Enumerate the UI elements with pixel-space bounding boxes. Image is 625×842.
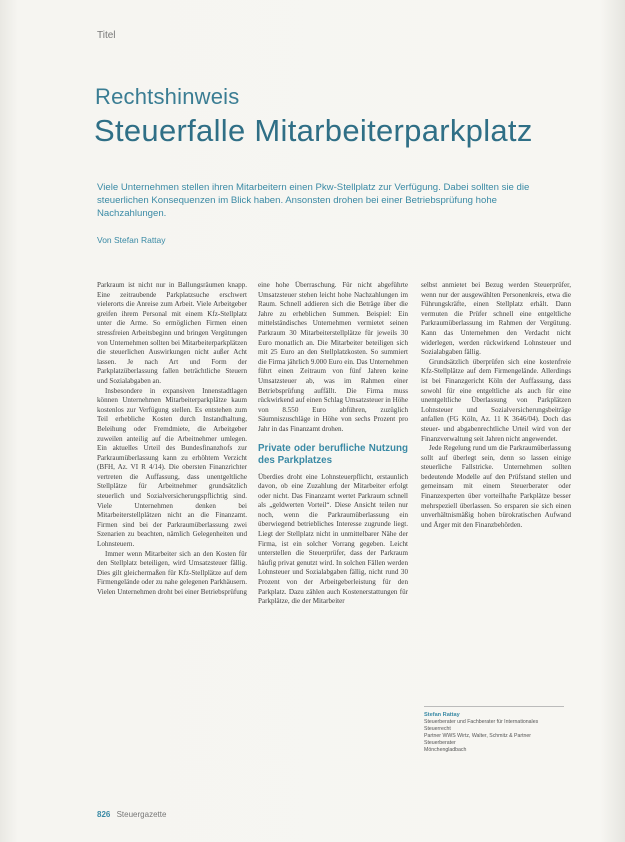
section-label: Titel — [97, 30, 116, 41]
paragraph: Insbesondere in expansiven Innenstadtlagen können Unternehmen Mitarbeiterparkplätze kaum kostenlos zur Verfügung stellen. Es entstehen zum Teil erhebliche Kosten durch Instandhaltung, Beleihung oder Fremdmiete, die Arbeitgeber zuweilen anteilig auf die Arbeitnehmer umlegen. Ein aktuelles Urteil des Bundesfinanzhofs zur Parkraumüberlassung kann zu erhöhtem Verzicht (BFH, Az. VI R 4/14). Die obersten Finanzrichter vertreten die Auffassung, dass unentgeltliche Stellplätze für Arbeitnehmer grundsätzlich steuerlich und Sozialversicherungspflichtig sind. Viele Unternehmen denken bei Mitarbeiterstellplätzen nicht an die Finanzamt. Firmen sind bei der Parkraumüberlassung zwei Szenarien zu beachten, nämlich Gelegenheiten und Lohnsteuern. — [97, 386, 247, 549]
paragraph: eine hohe Überraschung. Für nicht abgeführte Umsatzsteuer stehen leicht hohe Nachzahlungen im Raum. Schnell addieren sich die Beträge über die Jahre zu erheblichen Summen. Beispiel: Ein mittelständisches Unternehmen vermietet seinen Parkraum 30 Mitarbeiterstellplätze für jeweils 30 Euro monatlich an. Die Mitarbeiter beteiligen sich mit 25 Euro an den Stellplatzkosten. So summiert die Firma jährlich 9.000 Euro ein. Das Unternehmen führt einen Zeitraum von fünf Jahren keine Umsatzsteuer ab, was im Rahmen einer Betriebsprüfung auffällt. Die Firma muss rückwirkend auf einen Schlag Umsatzsteuer in Höhe von 8.550 Euro abführen, zuzüglich Säumniszuschläge in Höhe von sechs Prozent pro Jahr in das Finanzamt drohen. — [258, 281, 408, 433]
paragraph: Grundsätzlich überprüfen sich eine kostenfreie Kfz-Stellplätze auf dem Firmengelände. Allerdings ist bei Finanzgericht Köln der Auffassung, dass sowohl für eine entgeltliche als auch für eine unentgeltliche Überlassung von Parkplätzen Lohnsteuer und Sozialversicherungsbeiträge anfallen (FG Köln, Az. 11 K 3646/04). Doch das steuer- und abgabenrechtliche Urteil wird von der Finanzverwaltung seit Jahren nicht angewendet. — [421, 357, 571, 443]
article-headline: Steuerfalle Mitarbeiterparkplatz — [94, 113, 533, 148]
body-column-1 — [97, 281, 247, 598]
page-footer — [97, 810, 166, 819]
article-intro: Viele Unternehmen stellen ihren Mitarbeitern einen Pkw-Stellplatz zur Verfügung. Dabei sollten sie die steuerlichen Konsequenzen im Blick haben. Ansonsten drohen bei einer Betriebsprüfung hohe Nachzahlungen. — [97, 182, 530, 219]
bio-line: Steuerberater und Fachberater für Internationales Steuerrecht — [424, 719, 539, 732]
paragraph: selbst anmietet bei Bezug werden Steuerprüfer, wenn nur der ausgewählten Personenkreis, etwa die Führungskräfte, einen Stellplatz erhält. Dann vermuten die Prüfer schnell eine entgeltliche Parkraumüberlassung im Rahmen der Vergütung. Kann das Unternehmen den Verdacht nicht widerlegen, werden rückwirkend Lohnsteuer und Sozialabgaben fällig. — [421, 281, 571, 357]
bio-line: Steuerberater — [424, 740, 456, 746]
paragraph: Jede Regelung rund um die Parkraumüberlassung sollt auf überlegt sein, denn so lassen einige steuerliche Fallstricke. Unternehmen sollten bedeutende Modelle auf den Prüfstand stellen und gemeinsam mit einem Steuerberater oder Finanzexperten über vorteilhafte Parkplätze besser mehrspeziell überlassen. So ersparen sie sich einen unverhältnismäßig hohen bürokratischen Aufwand und Ärger mit den Finanzbehörden. — [421, 444, 571, 529]
page-number: 826 — [97, 810, 111, 819]
article-author: Von Stefan Rattay — [97, 235, 166, 245]
bio-line: Partner WWS Wirtz, Walter, Schmitz & Partner — [424, 733, 532, 739]
paragraph: Überdies droht eine Lohnsteuerpflicht, erstaunlich davon, ob eine Zuzahlung der Mitarbeiter erfolgt oder nicht. Das Finanzamt wertet Parkraum schnell als „geldwerten Vorteil“. Diese Ansicht teilen nur noch, wenn die Parkraumüberlassung ein überwiegend betriebliches Interesse zugrunde liegt. Liegt der Stellplatz nicht in unmittelbarer Nähe der Firma, ist ein solcher Vorrang gegeben. Leicht unterstellen die Steuerprüfer, dass der Parkraum häufig privat genutzt wird. In solchen Fällen werden Lohnsteuer und Sozialabgaben fällig, nicht rund 30 Prozent von der Arbeitgeberleistung für den Parkplatz. Dazu zählen auch Kostenerstattungen für Parkplätze, die der Mitarbeiter — [258, 472, 408, 606]
article-kicker: Rechtshinweis — [95, 84, 240, 109]
paragraph: Parkraum ist nicht nur in Ballungsräumen knapp. Eine zeitraubende Parkplatzsuche erschwert vielerorts die Anreise zum Arbeit. Viele Arbeitgeber greifen ihrem Personal mit einem Kfz-Stellplatz unter die Arme. So ermöglichen Firmen einen stressfreien Arbeitsbeginn und bringen Vergütungen von Unternehmen sollten bei Mitarbeiterparkplätzen die steuerlichen Auswirkungen nicht außer Acht lassen. Je nach Art und Form der Parkplatzüberlassung fallen beträchtliche Steuern und Sozialabgaben an. — [97, 281, 247, 385]
paragraph: Immer wenn Mitarbeiter sich an den Kosten für den Stellplatz beteiligen, wird Umsatzsteuer fällig. Dies gilt gleichermaßen für Kfz-Stellplätze auf dem Firmengelände oder zu nahe gelegenen Parkhäusern. Vielen Unternehmen droht bei einer Betriebsprüfung — [97, 549, 247, 596]
author-bio — [424, 712, 564, 754]
bio-divider — [424, 706, 564, 707]
publication-name: Steuergazette — [116, 810, 167, 819]
article-subheading: Private oder berufliche Nutzung des Parkplatzes — [258, 442, 408, 466]
body-column-2 — [258, 281, 408, 607]
bio-name: Stefan Rattay — [424, 712, 460, 718]
body-column-3 — [421, 281, 571, 530]
bio-line: Mönchengladbach — [424, 747, 467, 753]
